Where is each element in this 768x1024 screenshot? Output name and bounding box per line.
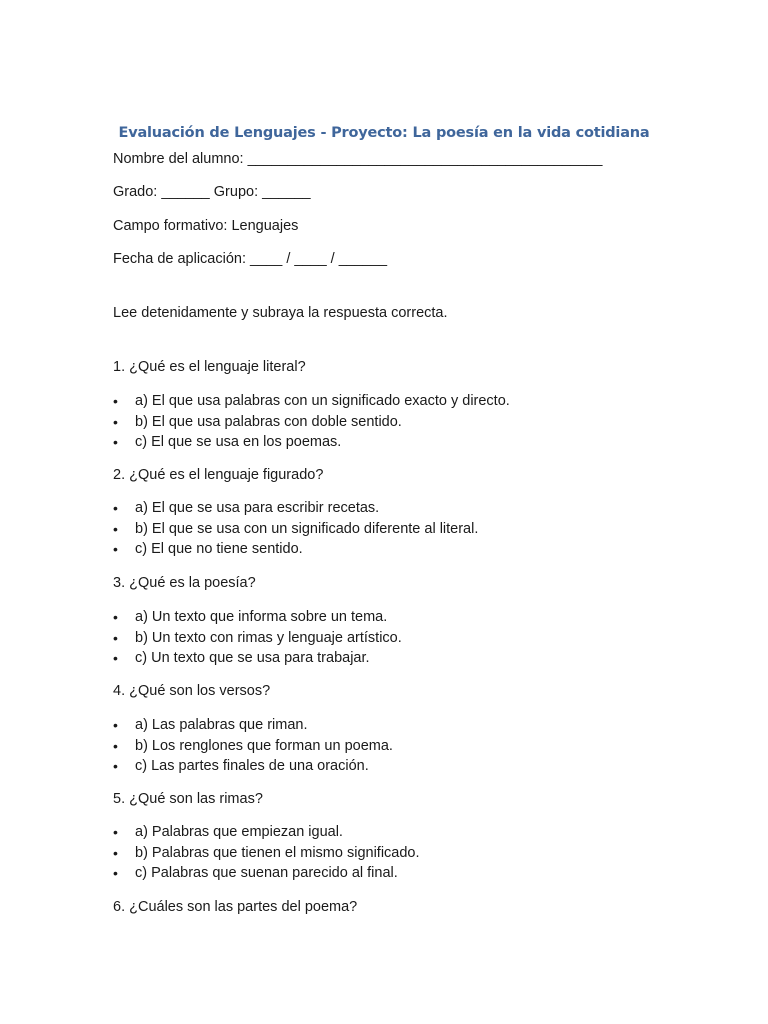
bullet-icon: •	[113, 500, 118, 516]
answer-option	[113, 844, 420, 865]
option-text: a) Palabras que empiezan igual.	[135, 824, 343, 840]
answer-option	[113, 629, 402, 650]
answer-option	[113, 520, 478, 541]
option-text: c) Un texto que se usa para trabajar.	[135, 650, 370, 666]
answer-option	[113, 823, 420, 844]
option-text: c) Palabras que suenan parecido al final.	[135, 865, 398, 881]
option-text: b) Los renglones que forman un poema.	[135, 737, 393, 754]
document-title: Evaluación de Lenguajes - Proyecto: La poesía en la vida cotidiana	[118, 125, 650, 141]
option-text: b) Un texto con rimas y lenguaje artístico.	[135, 629, 402, 646]
option-text: c) El que no tiene sentido.	[135, 541, 303, 557]
bullet-icon: •	[113, 609, 118, 625]
bullet-icon: •	[113, 717, 118, 733]
grade-group-field: Grado: ______ Grupo: ______	[113, 184, 311, 200]
instructions: Lee detenidamente y subraya la respuesta correcta.	[113, 305, 448, 321]
answer-option	[113, 392, 510, 413]
student-name-field: Nombre del alumno: ____________________________________________	[113, 151, 603, 167]
option-text: a) Las palabras que riman.	[135, 717, 308, 733]
bullet-icon: •	[113, 520, 118, 537]
application-date-field: Fecha de aplicación: ____ / ____ / ______	[113, 251, 388, 267]
answer-option	[113, 413, 510, 434]
option-text: a) El que se usa para escribir recetas.	[135, 500, 380, 516]
bullet-icon: •	[113, 393, 118, 409]
question-5-options	[113, 823, 420, 885]
bullet-icon: •	[113, 629, 118, 646]
question-1: 1. ¿Qué es el lenguaje literal?	[113, 359, 306, 375]
option-text: a) El que usa palabras con un significado exacto y directo.	[135, 393, 510, 409]
question-5: 5. ¿Qué son las rimas?	[113, 791, 263, 807]
bullet-icon: •	[113, 844, 118, 861]
question-1-options	[113, 392, 510, 454]
bullet-icon: •	[113, 434, 118, 450]
question-2-options	[113, 499, 478, 561]
bullet-icon: •	[113, 737, 118, 754]
option-text: c) El que se usa en los poemas.	[135, 434, 342, 450]
bullet-icon: •	[113, 865, 118, 881]
answer-option	[113, 757, 393, 778]
option-text: b) El que usa palabras con doble sentido.	[135, 413, 402, 430]
answer-option	[113, 608, 402, 629]
answer-option	[113, 540, 478, 561]
bullet-icon: •	[113, 650, 118, 666]
answer-option	[113, 649, 402, 670]
question-2: 2. ¿Qué es el lenguaje figurado?	[113, 467, 324, 483]
option-text: b) El que se usa con un significado diferente al literal.	[135, 520, 479, 537]
bullet-icon: •	[113, 758, 118, 774]
option-text: c) Las partes finales de una oración.	[135, 758, 369, 774]
question-4-options	[113, 716, 393, 778]
answer-option	[113, 716, 393, 737]
answer-option	[113, 433, 510, 454]
question-6: 6. ¿Cuáles son las partes del poema?	[113, 899, 358, 915]
answer-option	[113, 737, 393, 758]
answer-option	[113, 499, 478, 520]
bullet-icon: •	[113, 541, 118, 557]
formative-field: Campo formativo: Lenguajes	[113, 218, 299, 234]
bullet-icon: •	[113, 824, 118, 840]
question-4: 4. ¿Qué son los versos?	[113, 683, 271, 699]
answer-option	[113, 864, 420, 885]
option-text: b) Palabras que tienen el mismo significado.	[135, 844, 420, 861]
question-3: 3. ¿Qué es la poesía?	[113, 575, 256, 591]
question-3-options	[113, 608, 402, 670]
option-text: a) Un texto que informa sobre un tema.	[135, 609, 388, 625]
bullet-icon: •	[113, 413, 118, 430]
